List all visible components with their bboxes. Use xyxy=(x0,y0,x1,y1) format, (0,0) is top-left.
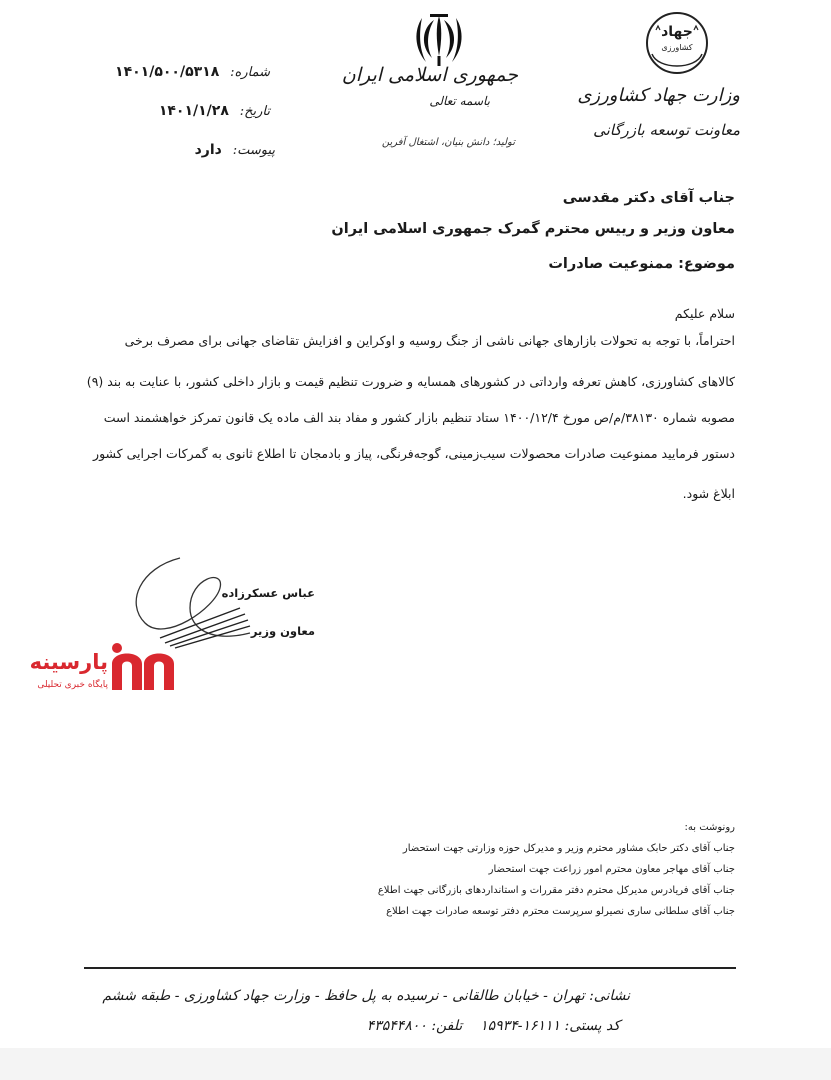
postal-value: ۱۶۱۱۱-۱۵۹۳۴ xyxy=(480,1018,561,1034)
recipient-title: معاون وزیر و رییس محترم گمرک جمهوری اسلامی ایران xyxy=(331,221,735,237)
phone-label: تلفن: xyxy=(431,1018,463,1034)
phone-value: ۴۳۵۴۴۸۰۰ xyxy=(366,1018,427,1034)
subject-line: موضوع: ممنوعیت صادرات xyxy=(548,256,735,272)
recipient-name: جناب آقای دکتر مقدسی xyxy=(562,190,735,206)
watermark-brand: پارسینه xyxy=(29,650,108,674)
slogan: تولید؛ دانش بنیان، اشتغال آفرین xyxy=(381,137,515,148)
logo-text-top: جهاد xyxy=(661,24,693,40)
cc-line: جناب آقای دکتر حابک مشاور محترم وزیر و مدیرکل حوزه وزارتی جهت استحضار xyxy=(402,843,735,854)
letter-number-value: ۱۴۰۱/۵۰۰/۵۳۱۸ xyxy=(115,64,220,80)
bottom-strip xyxy=(0,1048,831,1080)
logo-text-bottom: کشاورزی xyxy=(661,43,693,52)
body-line: احتراماً، با توجه به تحولات بازارهای جهانی ناشی از جنگ روسیه و اوکراین و افزایش تقاضای جهانی برای مصرف برخی xyxy=(124,333,735,348)
cc-line: جناب آقای سلطانی ساری نصیرلو سرپرست محترم دفتر توسعه صادرات جهت اطلاع xyxy=(386,906,735,917)
letter-date xyxy=(160,103,270,119)
watermark-tagline: پایگاه خبری تحلیلی xyxy=(37,680,108,690)
cc-line: جناب آقای فریادرس مدیرکل محترم دفتر مقررات و استانداردهای بازرگانی جهت اطلاع xyxy=(377,885,735,896)
ministry-name: وزارت جهاد کشاورزی xyxy=(577,85,740,106)
letter-attachment-label: پیوست: xyxy=(232,143,275,158)
greeting: سلام علیکم xyxy=(674,306,735,321)
footer-divider xyxy=(84,967,736,969)
signatory-name: عباس عسکرزاده xyxy=(221,586,315,600)
letter-attachment-value: دارد xyxy=(194,142,222,158)
footer-address: نشانی: تهران - خیابان طالقانی - نرسیده به پل حافظ - وزارت جهاد کشاورزی - طبقه ششم xyxy=(102,988,630,1004)
ministry-department: معاونت توسعه بازرگانی xyxy=(593,121,740,139)
cc-line: جناب آقای مهاجر معاون محترم امور زراعت جهت استحضار xyxy=(488,864,735,875)
letter-date-value: ۱۴۰۱/۱/۲۸ xyxy=(158,103,229,119)
signatory-title: معاون وزیر xyxy=(250,624,315,638)
body-line: کالاهای کشاورزی، کاهش تعرفه وارداتی در کشورهای همسایه و ضرورت تنظیم قیمت و بازار داخلی کشور، با عنایت به بند (۹) xyxy=(86,374,735,389)
letter-date-label: تاریخ: xyxy=(239,104,270,119)
letter-attachment xyxy=(195,142,275,158)
watermark-logo-icon xyxy=(108,642,178,692)
footer-contact xyxy=(290,1018,620,1034)
letter-number-label: شماره: xyxy=(230,65,270,80)
cc-heading: رونوشت به: xyxy=(684,822,735,833)
postal-label: کد پستی: xyxy=(564,1018,620,1034)
body-line: دستور فرمایید ممنوعیت صادرات محصولات سیب‌زمینی، گوجه‌فرنگی، پیاز و بادمجان تا اطلاع ثانوی به گمرکات اجرایی کشور xyxy=(93,446,735,461)
body-line: مصوبه شماره ۳۸۱۳۰/م/ص مورخ ۱۴۰۰/۱۲/۴ ستاد تنظیم بازار کشور و مفاد بند الف ماده یک قانون تمرکز خواهشمند است xyxy=(103,410,735,425)
iran-emblem-icon xyxy=(412,12,466,68)
body-line: ابلاغ شود. xyxy=(682,486,735,501)
letter-number xyxy=(115,64,270,80)
republic-name: جمهوری اسلامی ایران xyxy=(341,64,518,86)
invocation: باسمه تعالی xyxy=(429,94,490,108)
